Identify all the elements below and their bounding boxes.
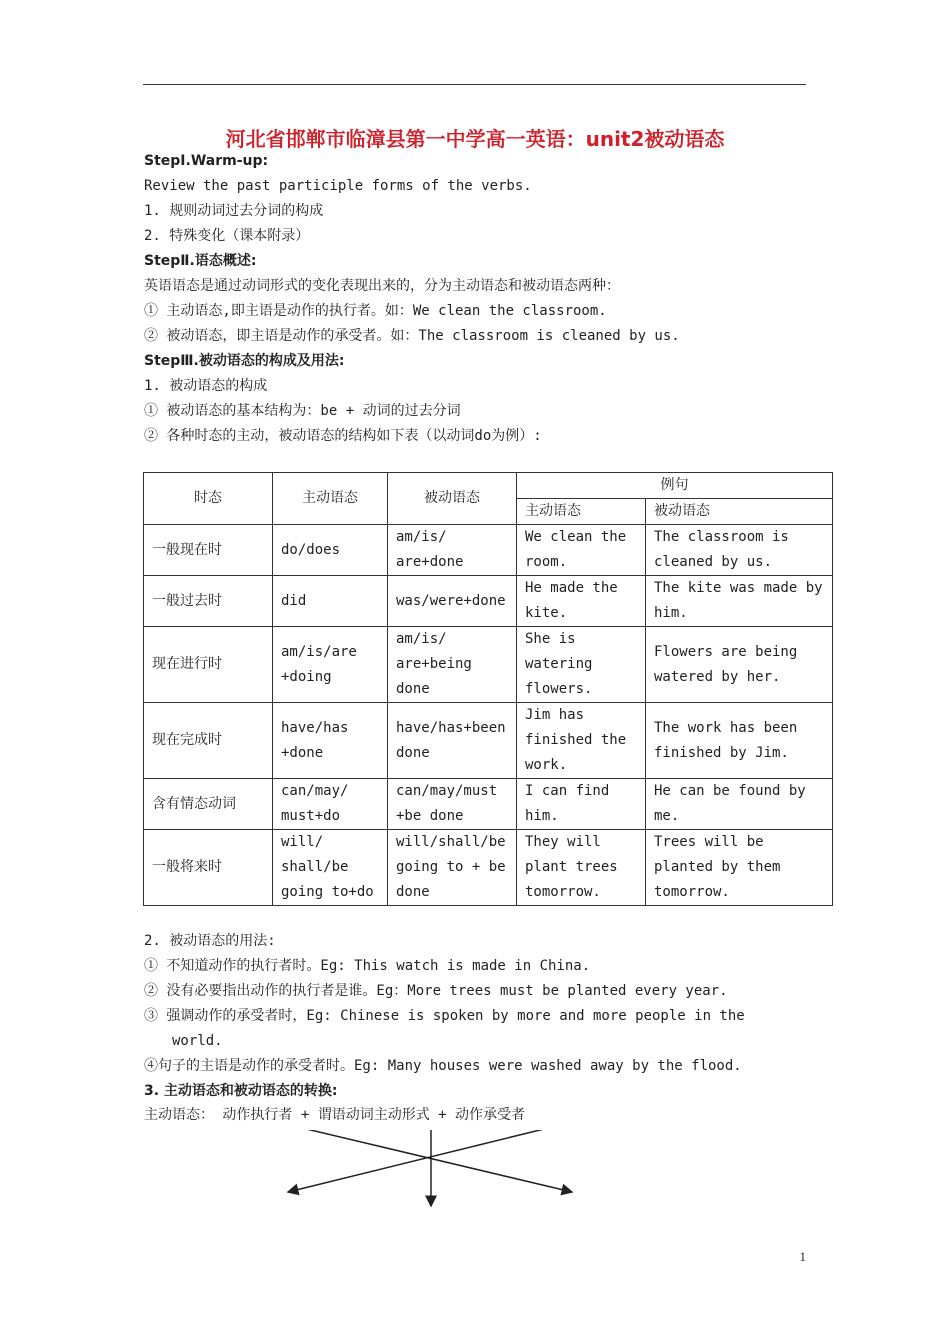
document-title: 河北省邯郸市临漳县第一中学高一英语：unit2被动语态 xyxy=(225,127,725,151)
table-row xyxy=(144,576,833,627)
list-item: 2. 特殊变化（课本附录） xyxy=(144,228,310,244)
cell: can/may/ must+do xyxy=(273,779,388,830)
header-examples: 例句 xyxy=(517,473,833,499)
table-row xyxy=(144,830,833,906)
list-item: ① 不知道动作的执行者时。Eg: This watch is made in China. xyxy=(144,958,591,974)
cell: do/does xyxy=(273,525,388,576)
list-item: 1. 规则动词过去分词的构成 xyxy=(144,203,324,219)
table-row xyxy=(144,703,833,779)
cell: 一般将来时 xyxy=(144,830,273,906)
conversion-formula: 主动语态： 动作执行者 + 谓语动词主动形式 + 动作承受者 xyxy=(144,1107,525,1123)
cell: 含有情态动词 xyxy=(144,779,273,830)
cell: The classroom is cleaned by us. xyxy=(646,525,833,576)
list-item: ② 没有必要指出动作的执行者是谁。Eg：More trees must be planted every year. xyxy=(144,983,728,999)
page-number: 1 xyxy=(799,1249,806,1264)
cell: He made the kite. xyxy=(517,576,646,627)
cell: They will plant trees tomorrow. xyxy=(517,830,646,906)
cell: will/shall/be going to + be done xyxy=(388,830,517,906)
list-item: ① 主动语态,即主语是动作的执行者。如：We clean the classroom. xyxy=(144,303,607,319)
cell: Flowers are being watered by her. xyxy=(646,627,833,703)
cell: She is watering flowers. xyxy=(517,627,646,703)
list-item-continuation: world. xyxy=(172,1033,223,1049)
cell: Trees will be planted by them tomorrow. xyxy=(646,830,833,906)
header-active: 主动语态 xyxy=(273,473,388,525)
arrow-left xyxy=(288,1130,552,1192)
paragraph: 英语语态是通过动词形式的变化表现出来的，分为主动语态和被动语态两种： xyxy=(144,278,620,294)
voice-table xyxy=(143,472,833,906)
conversion-arrows-diagram xyxy=(280,1130,580,1210)
cell: We clean the room. xyxy=(517,525,646,576)
cell: will/ shall/be going to+do xyxy=(273,830,388,906)
cell: 一般过去时 xyxy=(144,576,273,627)
cell: The kite was made by him. xyxy=(646,576,833,627)
step3-heading: StepⅢ.被动语态的构成及用法: xyxy=(144,353,345,369)
cell: was/were+done xyxy=(388,576,517,627)
header-tense: 时态 xyxy=(144,473,273,525)
subheader-active: 主动语态 xyxy=(517,499,646,525)
cell: 现在进行时 xyxy=(144,627,273,703)
table-row xyxy=(144,779,833,830)
cell: He can be found by me. xyxy=(646,779,833,830)
cell: have/has+been done xyxy=(388,703,517,779)
usage-heading: 2. 被动语态的用法: xyxy=(144,933,276,949)
cell: am/is/ are+done xyxy=(388,525,517,576)
list-item: 1. 被动语态的构成 xyxy=(144,378,268,394)
subheader-passive: 被动语态 xyxy=(646,499,833,525)
conversion-heading: 3. 主动语态和被动语态的转换: xyxy=(144,1083,338,1099)
cell: can/may/must +be done xyxy=(388,779,517,830)
list-item: ④句子的主语是动作的承受者时。Eg: Many houses were washed away by the flood. xyxy=(144,1058,742,1074)
list-item: ② 各种时态的主动，被动语态的结构如下表（以动词do为例）: xyxy=(144,428,542,444)
step1-heading: StepⅠ.Warm-up: xyxy=(144,153,269,169)
cell: have/has +done xyxy=(273,703,388,779)
list-item: ② 被动语态，即主语是动作的承受者。如：The classroom is cleaned by us. xyxy=(144,328,680,344)
cell: Jim has finished the work. xyxy=(517,703,646,779)
cell: The work has been finished by Jim. xyxy=(646,703,833,779)
cell: am/is/ are+being done xyxy=(388,627,517,703)
header-rule xyxy=(143,84,806,85)
table-row xyxy=(144,627,833,703)
list-item: ① 被动语态的基本结构为：be + 动词的过去分词 xyxy=(144,403,461,419)
table-row xyxy=(144,525,833,576)
step2-heading: StepⅡ.语态概述: xyxy=(144,253,257,269)
cell: I can find him. xyxy=(517,779,646,830)
list-item: ③ 强调动作的承受者时，Eg: Chinese is spoken by more and more people in the xyxy=(144,1008,745,1024)
cell: am/is/are +doing xyxy=(273,627,388,703)
cell: did xyxy=(273,576,388,627)
paragraph: Review the past participle forms of the verbs. xyxy=(144,178,532,194)
header-passive: 被动语态 xyxy=(388,473,517,525)
cell: 现在完成时 xyxy=(144,703,273,779)
arrow-right xyxy=(298,1130,572,1192)
cell: 一般现在时 xyxy=(144,525,273,576)
